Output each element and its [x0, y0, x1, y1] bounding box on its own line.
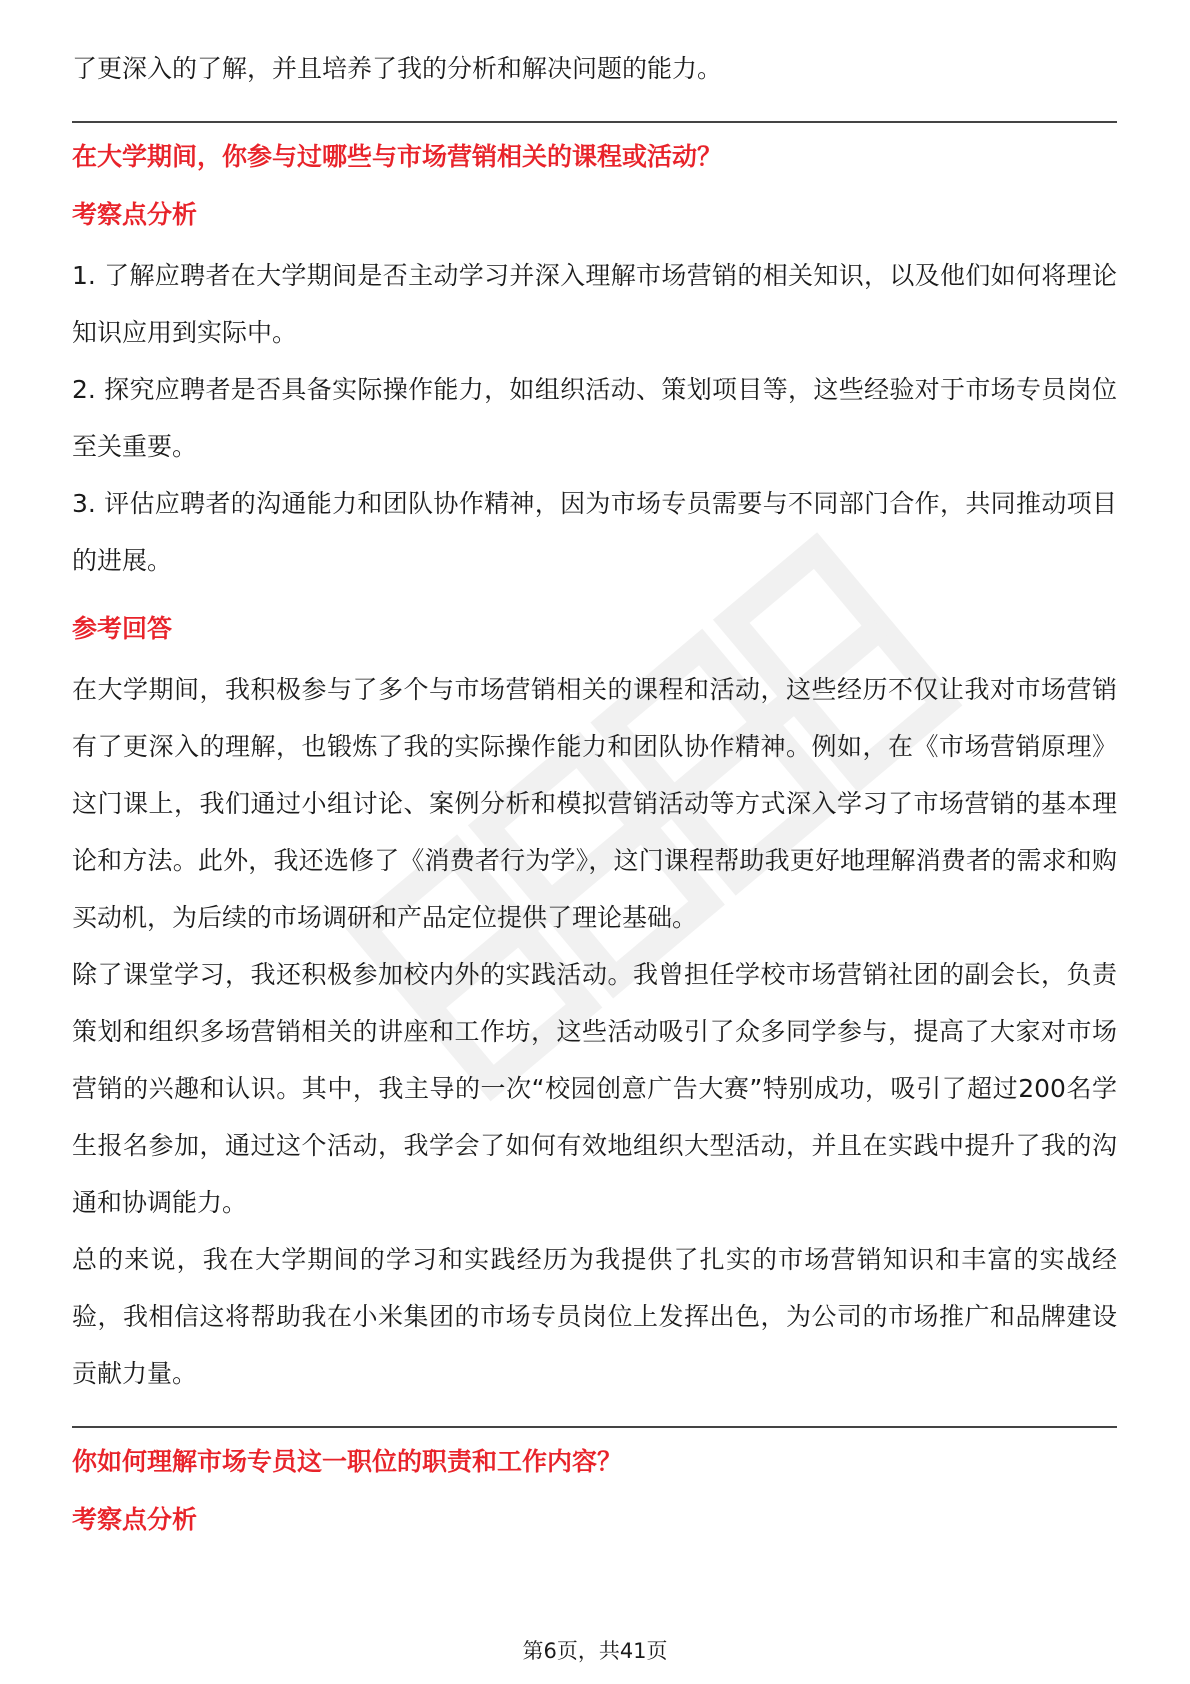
section-divider	[72, 1426, 1117, 1428]
section-divider	[72, 121, 1117, 123]
intro-tail-paragraph: 了更深入的了解，并且培养了我的分析和解决问题的能力。	[72, 54, 723, 83]
question-heading: 在大学期间，你参与过哪些与市场营销相关的课程或活动？	[72, 142, 723, 171]
analysis-heading: 考察点分析	[72, 200, 198, 229]
analysis-item: 2. 探究应聘者是否具备实际操作能力，如组织活动、策划项目等，这些经验对于市场专员岗位至关重要。	[72, 375, 1117, 461]
page-number: 第6页，共41页	[522, 1639, 668, 1663]
answer-paragraph: 在大学期间，我积极参与了多个与市场营销相关的课程和活动，这些经历不仅让我对市场营销有了更深入的理解，也锻炼了我的实际操作能力和团队协作精神。例如，在《市场营销原理》这门课上，我们通过小组讨论、案例分析和模拟营销活动等方式深入学习了市场营销的基本理论和方法。此外，我还选修了《消费者行为学》，这门课程帮助我更好地理解消费者的需求和购买动机，为后续的市场调研和产品定位提供了理论基础。	[72, 675, 1117, 932]
analysis-heading: 考察点分析	[72, 1505, 198, 1534]
analysis-item: 1. 了解应聘者在大学期间是否主动学习并深入理解市场营销的相关知识，以及他们如何将理论知识应用到实际中。	[72, 261, 1117, 347]
answer-heading: 参考回答	[72, 614, 173, 643]
answer-paragraph: 除了课堂学习，我还积极参加校内外的实践活动。我曾担任学校市场营销社团的副会长，负责策划和组织多场营销相关的讲座和工作坊，这些活动吸引了众多同学参与，提高了大家对市场营销的兴趣和认识。其中，我主导的一次“校园创意广告大赛”特别成功，吸引了超过200名学生报名参加，通过这个活动，我学会了如何有效地组织大型活动，并且在实践中提升了我的沟通和协调能力。	[72, 960, 1117, 1217]
document-page	[72, 40, 1117, 1546]
analysis-item: 3. 评估应聘者的沟通能力和团队协作精神，因为市场专员需要与不同部门合作，共同推动项目的进展。	[72, 489, 1117, 575]
question-heading: 你如何理解市场专员这一职位的职责和工作内容？	[72, 1447, 623, 1476]
answer-paragraph: 总的来说，我在大学期间的学习和实践经历为我提供了扎实的市场营销知识和丰富的实战经验，我相信这将帮助我在小米集团的市场专员岗位上发挥出色，为公司的市场推广和品牌建设贡献力量。	[72, 1245, 1117, 1388]
